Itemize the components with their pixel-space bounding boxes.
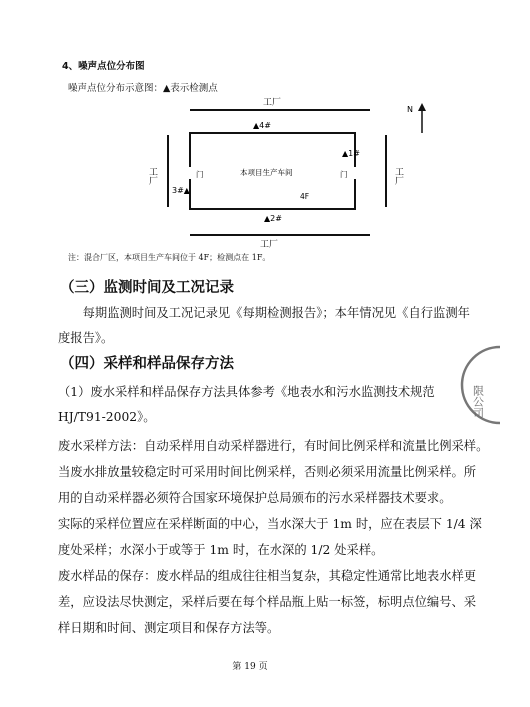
right-factory-label: 工厂 bbox=[393, 167, 403, 185]
diagram-caption: 噪声点位分布示意图：▲表示检测点 bbox=[68, 83, 218, 94]
para4-line-1: （1）废水采样和样品保存方法具体参考《地表水和污水监测技术规范 bbox=[58, 385, 435, 399]
para4-line-6: 实际的采样位置应在采样断面的中心，当水深大于 1m 时，应在表层下 1/4 深 bbox=[58, 517, 482, 531]
noise-point-diagram bbox=[147, 95, 440, 255]
north-arrow-icon bbox=[418, 103, 426, 133]
para3-line-2: 度报告》。 bbox=[58, 331, 114, 345]
para4-line-8: 废水样品的保存：废水样品的组成往往相当复杂，其稳定性通常比地表水样更 bbox=[58, 569, 477, 583]
heading-sampling-methods: （四）采样和样品保存方法 bbox=[60, 356, 234, 372]
monitor-point-3: 3#▲ bbox=[172, 186, 190, 195]
para3-line-1: 每期监测时间及工况记录见《每期检测报告》；本年情况见《自行监测年 bbox=[58, 306, 470, 320]
para4-line-9: 差，应设法尽快测定，采样后要在每个样品瓶上贴一标签，标明点位编号、采 bbox=[58, 595, 477, 609]
bottom-factory-label: 工厂 bbox=[260, 240, 279, 250]
company-seal bbox=[470, 345, 530, 425]
para4-line-7: 度处采样；水深小于或等于 1m 时，在水深的 1/2 处采样。 bbox=[58, 543, 384, 557]
heading-monitoring-time: （三）监测时间及工况记录 bbox=[60, 280, 234, 296]
monitor-point-4: ▲4# bbox=[253, 121, 271, 130]
monitor-point-1: ▲1# bbox=[342, 149, 360, 158]
door-gap-left bbox=[187, 167, 193, 179]
page-number: 第 19 页 bbox=[232, 662, 268, 672]
para4-line-4: 当废水排放量较稳定时可采用时间比例采样，否则必须采用流量比例采样。所 bbox=[58, 465, 477, 479]
para4-line-2: HJ/T91-2002》。 bbox=[58, 410, 156, 424]
left-factory-label: 工厂 bbox=[147, 167, 157, 185]
top-factory-label: 工厂 bbox=[263, 98, 282, 108]
door-gap-right bbox=[352, 167, 358, 179]
building-label: 本项目生产车间 bbox=[240, 168, 293, 177]
para4-line-10: 样日期和时间、测定项目和保存方法等。 bbox=[58, 621, 280, 635]
para4-line-5: 用的自动采样器必须符合国家环境保护总局颁布的污水采样器技术要求。 bbox=[58, 491, 452, 505]
section-title: 4、噪声点位分布图 bbox=[62, 61, 145, 72]
floor-label: 4F bbox=[300, 192, 310, 201]
door-left-label: 门 bbox=[196, 170, 204, 179]
para4-line-3: 废水采样方法：自动采样用自动采样器进行，有时间比例采样和流量比例采样。 bbox=[58, 439, 489, 453]
north-label: N bbox=[407, 105, 413, 114]
door-right-label: 门 bbox=[340, 170, 348, 179]
monitor-point-2: ▲2# bbox=[264, 214, 282, 223]
seal-text: 限公司 bbox=[471, 385, 485, 418]
diagram-note: 注：混合厂区，本项目生产车间位于 4F；检测点在 1F。 bbox=[68, 253, 271, 262]
